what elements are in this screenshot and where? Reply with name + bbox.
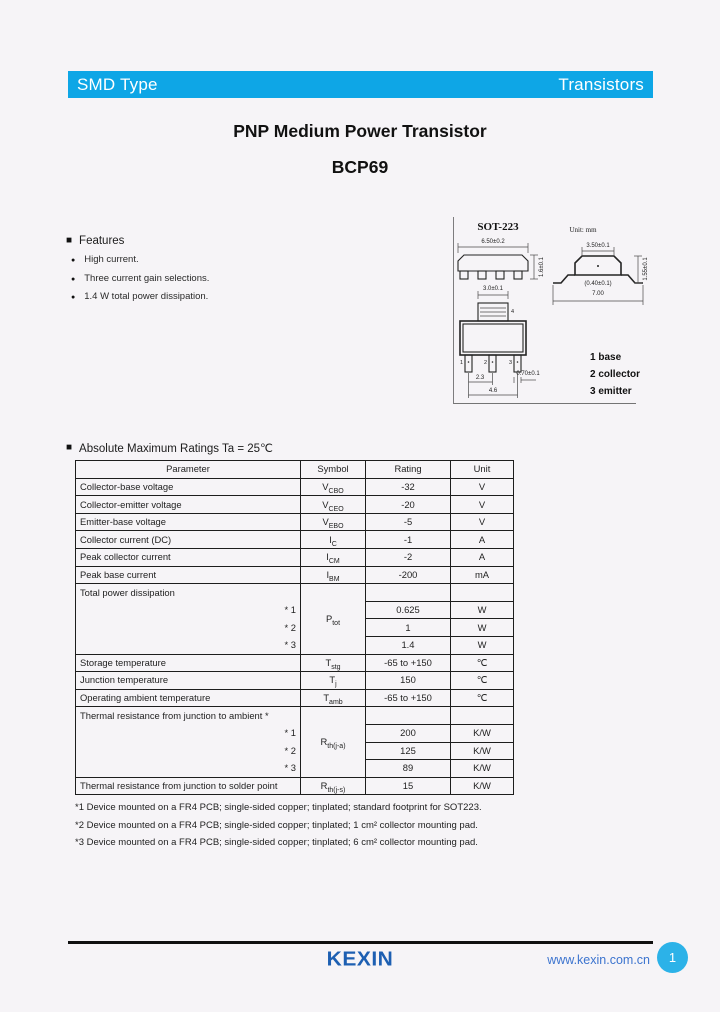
rating-cell: 1 — [366, 619, 451, 637]
table-row — [76, 566, 514, 584]
bottom-view — [460, 286, 540, 398]
rating-cell: -65 to +150 — [366, 689, 451, 707]
symbol-cell: $I_{BM}$ — [301, 566, 366, 584]
column-header: Symbol — [301, 461, 366, 479]
feature-list — [66, 251, 406, 307]
package-name-label: SOT-223 — [477, 221, 519, 233]
pin3-label: 3 — [508, 360, 512, 366]
rating-cell: 15 — [366, 777, 451, 795]
website-link[interactable]: www.kexin.com.cn — [547, 953, 650, 967]
rating-cell: -20 — [366, 496, 451, 514]
feature-item — [66, 288, 406, 307]
rating-cell — [366, 584, 451, 602]
table-row — [76, 636, 514, 654]
table-row — [76, 584, 514, 602]
dim-pitch-label: 2.3 — [475, 375, 485, 381]
square-bullet-icon: ■ — [66, 235, 73, 246]
ratings-table — [75, 460, 514, 795]
table-row — [76, 654, 514, 672]
parameter-cell: Junction temperature — [76, 672, 301, 690]
column-header: Unit — [451, 461, 514, 479]
feature-item — [66, 251, 406, 270]
pin-legend-collector: 2 collector — [590, 369, 641, 380]
parameter-note-cell: * 2 — [76, 742, 301, 760]
table-row — [76, 742, 514, 760]
part-number-title: BCP69 — [331, 157, 389, 177]
front-view — [458, 239, 545, 279]
features-heading-label: Features — [79, 235, 125, 247]
footnote: *1 Device mounted on a FR4 PCB; single-sided copper; tinplated; standard footprint for SOT223. — [75, 802, 482, 813]
symbol-cell: $P_{tot}$ — [301, 584, 366, 654]
symbol-cell: $R_{th(j-s)}$ — [301, 777, 366, 795]
rating-cell: -5 — [366, 513, 451, 531]
rating-cell: 1.4 — [366, 636, 451, 654]
rating-cell: 125 — [366, 742, 451, 760]
unit-cell: W — [451, 636, 514, 654]
unit-cell: K/W — [451, 760, 514, 778]
features-heading — [66, 235, 406, 247]
side-view — [553, 243, 649, 305]
dim-outer-pitch-label: 4.6 — [488, 388, 498, 394]
symbol-cell: $V_{EBO}$ — [301, 513, 366, 531]
pin1-label: 1 — [459, 360, 463, 366]
table-row — [76, 496, 514, 514]
package-drawing — [450, 211, 656, 407]
rating-cell: 200 — [366, 724, 451, 742]
column-header: Parameter — [76, 461, 301, 479]
rating-cell: -65 to +150 — [366, 654, 451, 672]
symbol-cell: $I_C$ — [301, 531, 366, 549]
unit-cell — [451, 584, 514, 602]
unit-label: Unit: mm — [569, 226, 597, 234]
feature-item-label: 1.4 W total power dissipation. — [84, 291, 209, 302]
symbol-cell: $I_{CM}$ — [301, 548, 366, 566]
unit-cell: W — [451, 619, 514, 637]
tab-pin-label: 4 — [511, 309, 515, 315]
unit-cell: mA — [451, 566, 514, 584]
parameter-cell: Operating ambient temperature — [76, 689, 301, 707]
circle-bullet-icon: ● — [71, 294, 76, 301]
unit-cell: A — [451, 531, 514, 549]
feature-item-label: High current. — [84, 254, 139, 265]
ratings-heading-label: Absolute Maximum Ratings Ta = 25℃ — [79, 443, 273, 455]
footnote: *3 Device mounted on a FR4 PCB; single-sided copper; tinplated; 6 cm² collector mounting pad. — [75, 837, 478, 848]
rating-cell: -2 — [366, 548, 451, 566]
unit-cell: ℃ — [451, 654, 514, 672]
rating-cell: 150 — [366, 672, 451, 690]
page-number-badge — [657, 942, 688, 973]
symbol-cell: $R_{th(j-a)}$ — [301, 707, 366, 777]
unit-cell: V — [451, 496, 514, 514]
parameter-note-cell: * 1 — [76, 601, 301, 619]
parameter-note-cell: * 1 — [76, 724, 301, 742]
symbol-cell: $V_{CBO}$ — [301, 478, 366, 496]
table-row — [76, 478, 514, 496]
unit-cell: V — [451, 513, 514, 531]
square-bullet-icon: ■ — [66, 442, 73, 453]
rating-cell: 89 — [366, 760, 451, 778]
unit-cell: K/W — [451, 777, 514, 795]
dim-lead-thickness-label: (0.40±0.1) — [584, 281, 612, 287]
unit-cell: V — [451, 478, 514, 496]
table-row — [76, 777, 514, 795]
header-left-label: SMD Type — [77, 74, 158, 94]
parameter-cell: Peak collector current — [76, 548, 301, 566]
dim-height-label: 1.55±0.1 — [643, 257, 649, 281]
table-row — [76, 760, 514, 778]
parameter-cell: Storage temperature — [76, 654, 301, 672]
parameter-note-cell: * 2 — [76, 619, 301, 637]
footnote: *2 Device mounted on a FR4 PCB; single-sided copper; tinplated; 1 cm² collector mounting pad. — [75, 819, 478, 831]
unit-cell: ℃ — [451, 672, 514, 690]
table-row — [76, 672, 514, 690]
feature-item-label: Three current gain selections. — [84, 272, 210, 284]
parameter-cell: Total power dissipation — [76, 584, 301, 602]
dim-lead-span-label: 7.00 — [592, 291, 604, 297]
feature-item — [66, 270, 406, 289]
symbol-cell: $T_{stg}$ — [301, 654, 366, 672]
rating-cell: -32 — [366, 478, 451, 496]
table-row — [76, 689, 514, 707]
pin2-label: 2 — [483, 360, 487, 366]
parameter-cell: Thermal resistance from junction to ambient * — [76, 707, 301, 725]
parameter-note-cell: * 3 — [76, 760, 301, 778]
pin-legend-emitter: 3 emitter — [590, 386, 632, 397]
unit-cell: ℃ — [451, 689, 514, 707]
header-right-label: Transistors — [558, 74, 644, 94]
parameter-cell: Emitter-base voltage — [76, 513, 301, 531]
parameter-cell: Collector-base voltage — [76, 478, 301, 496]
dim-lead-width-label: 0.70±0.1 — [516, 371, 540, 377]
ratings-heading — [66, 441, 273, 455]
header-bar — [68, 71, 653, 98]
rating-cell: -200 — [366, 566, 451, 584]
parameter-cell: Thermal resistance from junction to solder point — [76, 777, 301, 795]
column-header: Rating — [366, 461, 451, 479]
table-row — [76, 548, 514, 566]
table-row — [76, 601, 514, 619]
footnotes — [75, 799, 575, 852]
parameter-cell: Collector-emitter voltage — [76, 496, 301, 514]
symbol-cell: $T_j$ — [301, 672, 366, 690]
unit-cell — [451, 707, 514, 725]
circle-bullet-icon: ● — [71, 257, 76, 264]
dim-body-width-label: 6.50±0.2 — [481, 239, 505, 245]
page-title: PNP Medium Power Transistor — [233, 121, 487, 141]
table-row — [76, 619, 514, 637]
table-row — [76, 513, 514, 531]
page-number: 1 — [668, 950, 677, 965]
footer-rule — [68, 941, 653, 944]
unit-cell: K/W — [451, 724, 514, 742]
table-row — [76, 707, 514, 725]
unit-cell: K/W — [451, 742, 514, 760]
features-section — [66, 235, 406, 307]
ratings-table-head — [76, 461, 514, 479]
table-row — [76, 724, 514, 742]
rating-cell — [366, 707, 451, 725]
symbol-cell: $V_{CEO}$ — [301, 496, 366, 514]
symbol-cell: $T_{amb}$ — [301, 689, 366, 707]
parameter-cell: Peak base current — [76, 566, 301, 584]
circle-bullet-icon: ● — [71, 275, 76, 283]
parameter-note-cell: * 3 — [76, 636, 301, 654]
rating-cell: -1 — [366, 531, 451, 549]
rating-cell: 0.625 — [366, 601, 451, 619]
unit-cell: W — [451, 601, 514, 619]
dim-body-height-label: 1.6±0.1 — [539, 257, 545, 277]
unit-cell: A — [451, 548, 514, 566]
parameter-cell: Collector current (DC) — [76, 531, 301, 549]
kexin-logo: KEXIN — [326, 948, 394, 971]
table-row — [76, 531, 514, 549]
dim-depth-label: 3.50±0.1 — [586, 243, 610, 249]
dim-tab-width-label: 3.0±0.1 — [483, 286, 503, 292]
ratings-table-body — [76, 478, 514, 795]
pin-legend-base: 1 base — [590, 352, 622, 363]
